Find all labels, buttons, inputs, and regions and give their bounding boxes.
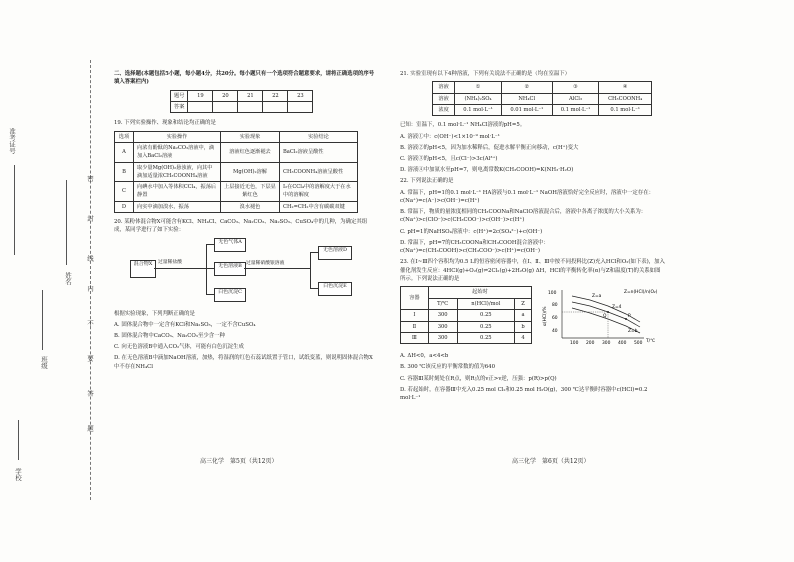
q19-cell: B	[115, 162, 134, 182]
q23-cell: b	[515, 321, 532, 332]
q21-cell: 0.1 mol·L⁻¹	[599, 105, 652, 116]
q19-cell: 上层接近无色，下层显紫红色	[221, 182, 280, 202]
seal-char: 要	[86, 355, 94, 362]
answer-blank[interactable]	[288, 101, 313, 112]
name-label: 姓名	[64, 272, 72, 285]
q21-option: C. 溶液③的pH<5，且c(Cl⁻)>3c(Al³⁺)	[400, 156, 498, 162]
q19-cell: 溴水褪色	[221, 201, 280, 212]
page-5-footer: 高三化学 第5页（共12页）	[200, 458, 278, 465]
y-tick: 60	[552, 316, 558, 322]
section-heading: 二、选择题(本题包括5小题，每小题4分，共20分。每小题只有一个选项符合题意要求，请将正确选项的序号填入答案栏内)	[114, 71, 375, 86]
q19-cell: A	[115, 143, 134, 163]
table-row	[115, 201, 358, 212]
x-tick: 500	[634, 341, 643, 347]
x-axis-label: T/℃	[646, 339, 656, 345]
q23-cell: 300	[428, 310, 457, 321]
graph-legend: Z=n(HCl)/n(O₂)	[624, 290, 658, 296]
flow-arrow	[206, 294, 214, 295]
q19-header: 实验操作	[134, 131, 221, 142]
q23-subheader: T/℃	[428, 298, 457, 309]
q21-cell: 溶液	[433, 93, 455, 104]
flow-mixture: 混合物X	[130, 260, 156, 278]
q23-option: A. ΔH<0，a<4<b	[400, 353, 449, 360]
q23-option: B. 300 ℃该反应的平衡常数的值为640	[400, 364, 496, 371]
seal-char: 封	[86, 215, 94, 222]
q21-option: B. 溶液②的pH<5，因为加水稀释后，促进水解平衡正向移动，c(H⁺)变大	[400, 144, 579, 151]
answer-table-cell: 答案	[171, 101, 188, 112]
flow-gas-a: 无色气体A	[214, 238, 246, 252]
flow-branch	[310, 252, 311, 288]
q21-header: ③	[552, 82, 599, 93]
q22-option: C. pH=1的NaHSO₄溶液中：c(H⁺)=2c(SO₄²⁻)+c(OH⁻)	[400, 228, 543, 235]
x-tick: 100	[570, 341, 579, 347]
q19-header: 实验现象	[221, 131, 280, 142]
q21-cell: 0.01 mol·L⁻¹	[501, 105, 552, 116]
flow-solid-c: 白色沉淀C	[214, 288, 246, 302]
point-label: Q	[603, 314, 607, 320]
seal-char: 不	[86, 320, 94, 327]
q23-cell: Ⅲ	[401, 333, 429, 344]
q21-header: 溶液	[433, 82, 455, 93]
q22-option: B. 常温下，物质的量浓度相同的CH₃COONa和NaClO溶液混合后，溶液中各离子浓度的大小关系为：c(Na⁺)>c(ClO⁻)>c(CH₃COO⁻)>c(OH⁻)>c(H⁺)	[400, 209, 647, 224]
table-row	[433, 93, 652, 104]
q21-cell: 0.1 mol·L⁻¹	[552, 105, 599, 116]
flow-arrow	[244, 268, 310, 269]
table-row	[401, 321, 532, 332]
curve-label: Z=b	[628, 329, 638, 335]
exam-no-label: 准考证号	[8, 128, 16, 154]
q20-option: B. 固体混合物中CaCO₃、Na₂CO₃至少含一种	[114, 332, 225, 339]
q21-note: 已知：室温下，0.1 mol·L⁻¹ NH₄Cl溶液的pH=5。	[400, 122, 526, 129]
x-tick: 200	[586, 341, 595, 347]
y-axis-label: α(HCl)/%	[543, 306, 548, 327]
flow-solid-e: 白色沉淀E	[318, 282, 352, 296]
q19-cell: 向浓有酚酞的Na₂CO₃溶液中，滴加入BaCl₂溶液	[134, 143, 221, 163]
q19-header: 实验结论	[280, 131, 358, 142]
table-row	[115, 143, 358, 163]
seal-char: 线	[86, 255, 94, 262]
q21-stem: 21. 实验室现有以下4种溶液，下列有关说法不正确的是（均在室温下）	[400, 71, 571, 77]
q23-stem: 23. 在Ⅰ~Ⅲ四个容积均为0.5 L的恒容密闭容器中，在Ⅰ、Ⅱ、Ⅲ中按不同投料比(Z)充入HCl和O₂(如下表)，加入催化剂发生反应：4HCl(g)+O₂(g)⇌2Cl₂(g)+2H₂O(g) ΔH，HCl的平衡转化率(α)与Z和温度(T)的关系如图所示。下列说法正确的是	[400, 259, 665, 283]
binding-margin	[0, 0, 96, 562]
answer-blank[interactable]	[188, 101, 213, 112]
q23-table	[400, 286, 532, 344]
q22-option: A. 常温下，pH=1的0.1 mol·L⁻¹ HA溶液与0.1 mol·L⁻¹ NaOH溶液恰好完全反应时，溶液中一定存在：c(Na⁺)=c(A⁻)>c(OH⁻)=c(H⁺)	[400, 189, 654, 204]
q20-option: C. 向无色溶液B中通入CO₂气体，可能有白色沉淀生成	[114, 344, 244, 351]
flow-arrow	[154, 268, 206, 269]
flow-arrow	[310, 288, 318, 289]
q23-cell: 300	[428, 333, 457, 344]
q21-cell: 0.1 mol·L⁻¹	[455, 105, 502, 116]
y-tick: 80	[552, 303, 558, 309]
q19-cell: Mg(OH)₂溶解	[221, 162, 280, 182]
q19-cell: BaCl₂溶液呈酸性	[280, 143, 358, 163]
flow-arrow	[206, 244, 214, 245]
seal-char: 答	[86, 390, 94, 397]
answer-blank[interactable]	[238, 101, 263, 112]
seal-char: 密	[86, 175, 94, 182]
q20-flow-diagram	[114, 238, 364, 310]
q19-cell: 向碘水中加入等体积CCl₄，振荡后静置	[134, 182, 221, 202]
page-6-footer: 高三化学 第6页（共12页）	[512, 458, 590, 465]
q21-cell: AlCl₃	[552, 93, 599, 104]
q19-cell: D	[115, 201, 134, 212]
q19-cell: 向实中滴加溴水，振荡	[134, 201, 221, 212]
q23-subheader: n(HCl)/mol	[457, 298, 515, 309]
q23-cell: 4	[515, 333, 532, 344]
q19-cell: CH₂=CH₂中含有碳碳双键	[280, 201, 358, 212]
x-tick: 300	[602, 341, 611, 347]
point-label: P	[628, 314, 631, 320]
page-5-column	[114, 70, 376, 374]
page-6-column	[400, 70, 665, 405]
school-label: 学校	[14, 468, 22, 481]
name-line	[66, 180, 67, 265]
class-line	[42, 290, 43, 350]
y-tick: 100	[548, 291, 557, 297]
curve-label: Z=a	[592, 294, 602, 300]
q21-table	[432, 81, 652, 116]
q23-header: 起始时	[428, 287, 531, 298]
q22-stem: 22. 下列说法正确的是	[400, 178, 454, 185]
q20-lead: 根据实验现象，下列判断正确的是	[114, 310, 195, 317]
q23-subheader: Z	[515, 298, 532, 309]
q23-cell: 0.25	[457, 321, 515, 332]
answer-table-cell: 题号	[171, 90, 188, 101]
seal-char: 内	[86, 285, 94, 292]
q21-header: ④	[599, 82, 652, 93]
answer-table-cell: 20	[213, 90, 238, 101]
q23-figure-row	[400, 286, 665, 352]
seal-char: 题	[86, 425, 94, 432]
class-label: 班级	[40, 356, 48, 369]
point-q	[607, 311, 609, 313]
answer-table	[170, 90, 313, 114]
q19-stem: 19. 下列实验操作、现象和结论均正确的是	[114, 120, 216, 127]
q23-cell: 0.25	[457, 333, 515, 344]
answer-table-cell: 21	[238, 90, 263, 101]
flow-step2: 过量稀硝酸银溶液	[246, 260, 285, 266]
answer-blank[interactable]	[263, 101, 288, 112]
flow-step1: 过量稀盐酸	[158, 259, 182, 265]
table-row	[401, 310, 532, 321]
seal-line	[90, 60, 91, 500]
q19-cell: 溶液红色逐渐褪去	[221, 143, 280, 163]
table-row	[401, 333, 532, 344]
q21-header: ①	[455, 82, 502, 93]
q23-option: D. 若起始时，在容器Ⅲ中充入0.25 mol Cl₂和0.25 mol H₂O(g)，300 ℃达平衡时容器中c(HCl)=0.2 mol·L⁻¹	[400, 386, 648, 402]
flow-solution-d: 无色溶液D	[318, 246, 352, 260]
q23-cell: Ⅰ	[401, 310, 429, 321]
point-p	[625, 318, 627, 320]
flow-branch	[206, 244, 207, 294]
q23-cell: 0.25	[457, 310, 515, 321]
q23-header: 容器	[401, 287, 429, 310]
q20-option: D. 在无色溶液B中滴加NaOH溶液，加热，将湿润的红色石蕊试纸置于管口，试纸变蓝，则说明固体混合物X中不存在NH₄Cl	[114, 355, 373, 370]
table-row	[433, 105, 652, 116]
table-row	[115, 162, 358, 182]
q22-option: D. 常温下，pH=7的CH₃COONa和CH₃COOH混合溶液中：c(Na⁺)=c(CH₃COOH)>c(CH₃COO⁻)>c(H⁺)=c(OH⁻)	[400, 239, 549, 255]
q21-option: A. 溶液①中：c(OH⁻)<1×10⁻⁹ mol·L⁻¹	[400, 133, 500, 140]
table-row	[115, 182, 358, 202]
answer-table-cell: 22	[263, 90, 288, 101]
q23-graph	[540, 286, 665, 352]
q23-cell: Ⅱ	[401, 321, 429, 332]
curve-label: Z=4	[612, 305, 622, 311]
q19-cell: C	[115, 182, 134, 202]
q20-stem: 20. 某粉体混合物X可能含有KCl、NH₄Cl、CaCO₃、Na₂CO₃、Na₂SO₃、CuSO₄中的几种，为确定其组成，某同学进行了如下实验：	[114, 218, 368, 234]
q21-cell: 浓度	[433, 105, 455, 116]
q21-cell: (NH₄)₂SO₄	[455, 93, 502, 104]
q19-cell: CH₃COONH₄溶液呈酸性	[280, 162, 358, 182]
school-line	[18, 420, 19, 460]
q23-cell: a	[515, 310, 532, 321]
q20-option: A. 固体混合物中一定含有KCl和Na₂SO₃，一定不含CuSO₄	[114, 321, 256, 328]
q23-option: C. 容器Ⅲ某时刻处在R点，则R点的v正>v逆，压强：p(R)>p(Q)	[400, 375, 557, 382]
flow-arrow	[310, 252, 318, 253]
q21-option: D. 溶液④中加氨水至pH=7，则电离常数K(CH₃COOH)=K(NH₃·H₂O)	[400, 167, 574, 174]
answer-table-cell: 19	[188, 90, 213, 101]
answer-blank[interactable]	[213, 101, 238, 112]
q19-cell: 取少量Mg(OH)₂悬浊液，向其中滴加适量浓CH₃COONH₄溶液	[134, 162, 221, 182]
x-tick: 400	[618, 341, 627, 347]
answer-table-cell: 23	[288, 90, 313, 101]
y-tick: 40	[552, 329, 558, 335]
q21-cell: CH₃COONH₄	[599, 93, 652, 104]
q19-table	[114, 131, 358, 213]
q19-cell: I₂在CCl₄中的溶解度大于在水中的溶解度	[280, 182, 358, 202]
flow-arrow	[206, 268, 214, 269]
flow-solution-b: 无色溶液B	[214, 262, 246, 276]
q21-header: ②	[501, 82, 552, 93]
q23-cell: 300	[428, 321, 457, 332]
q19-header: 选项	[115, 131, 134, 142]
exam-no-line	[14, 165, 15, 255]
q21-cell: NH₄Cl	[501, 93, 552, 104]
